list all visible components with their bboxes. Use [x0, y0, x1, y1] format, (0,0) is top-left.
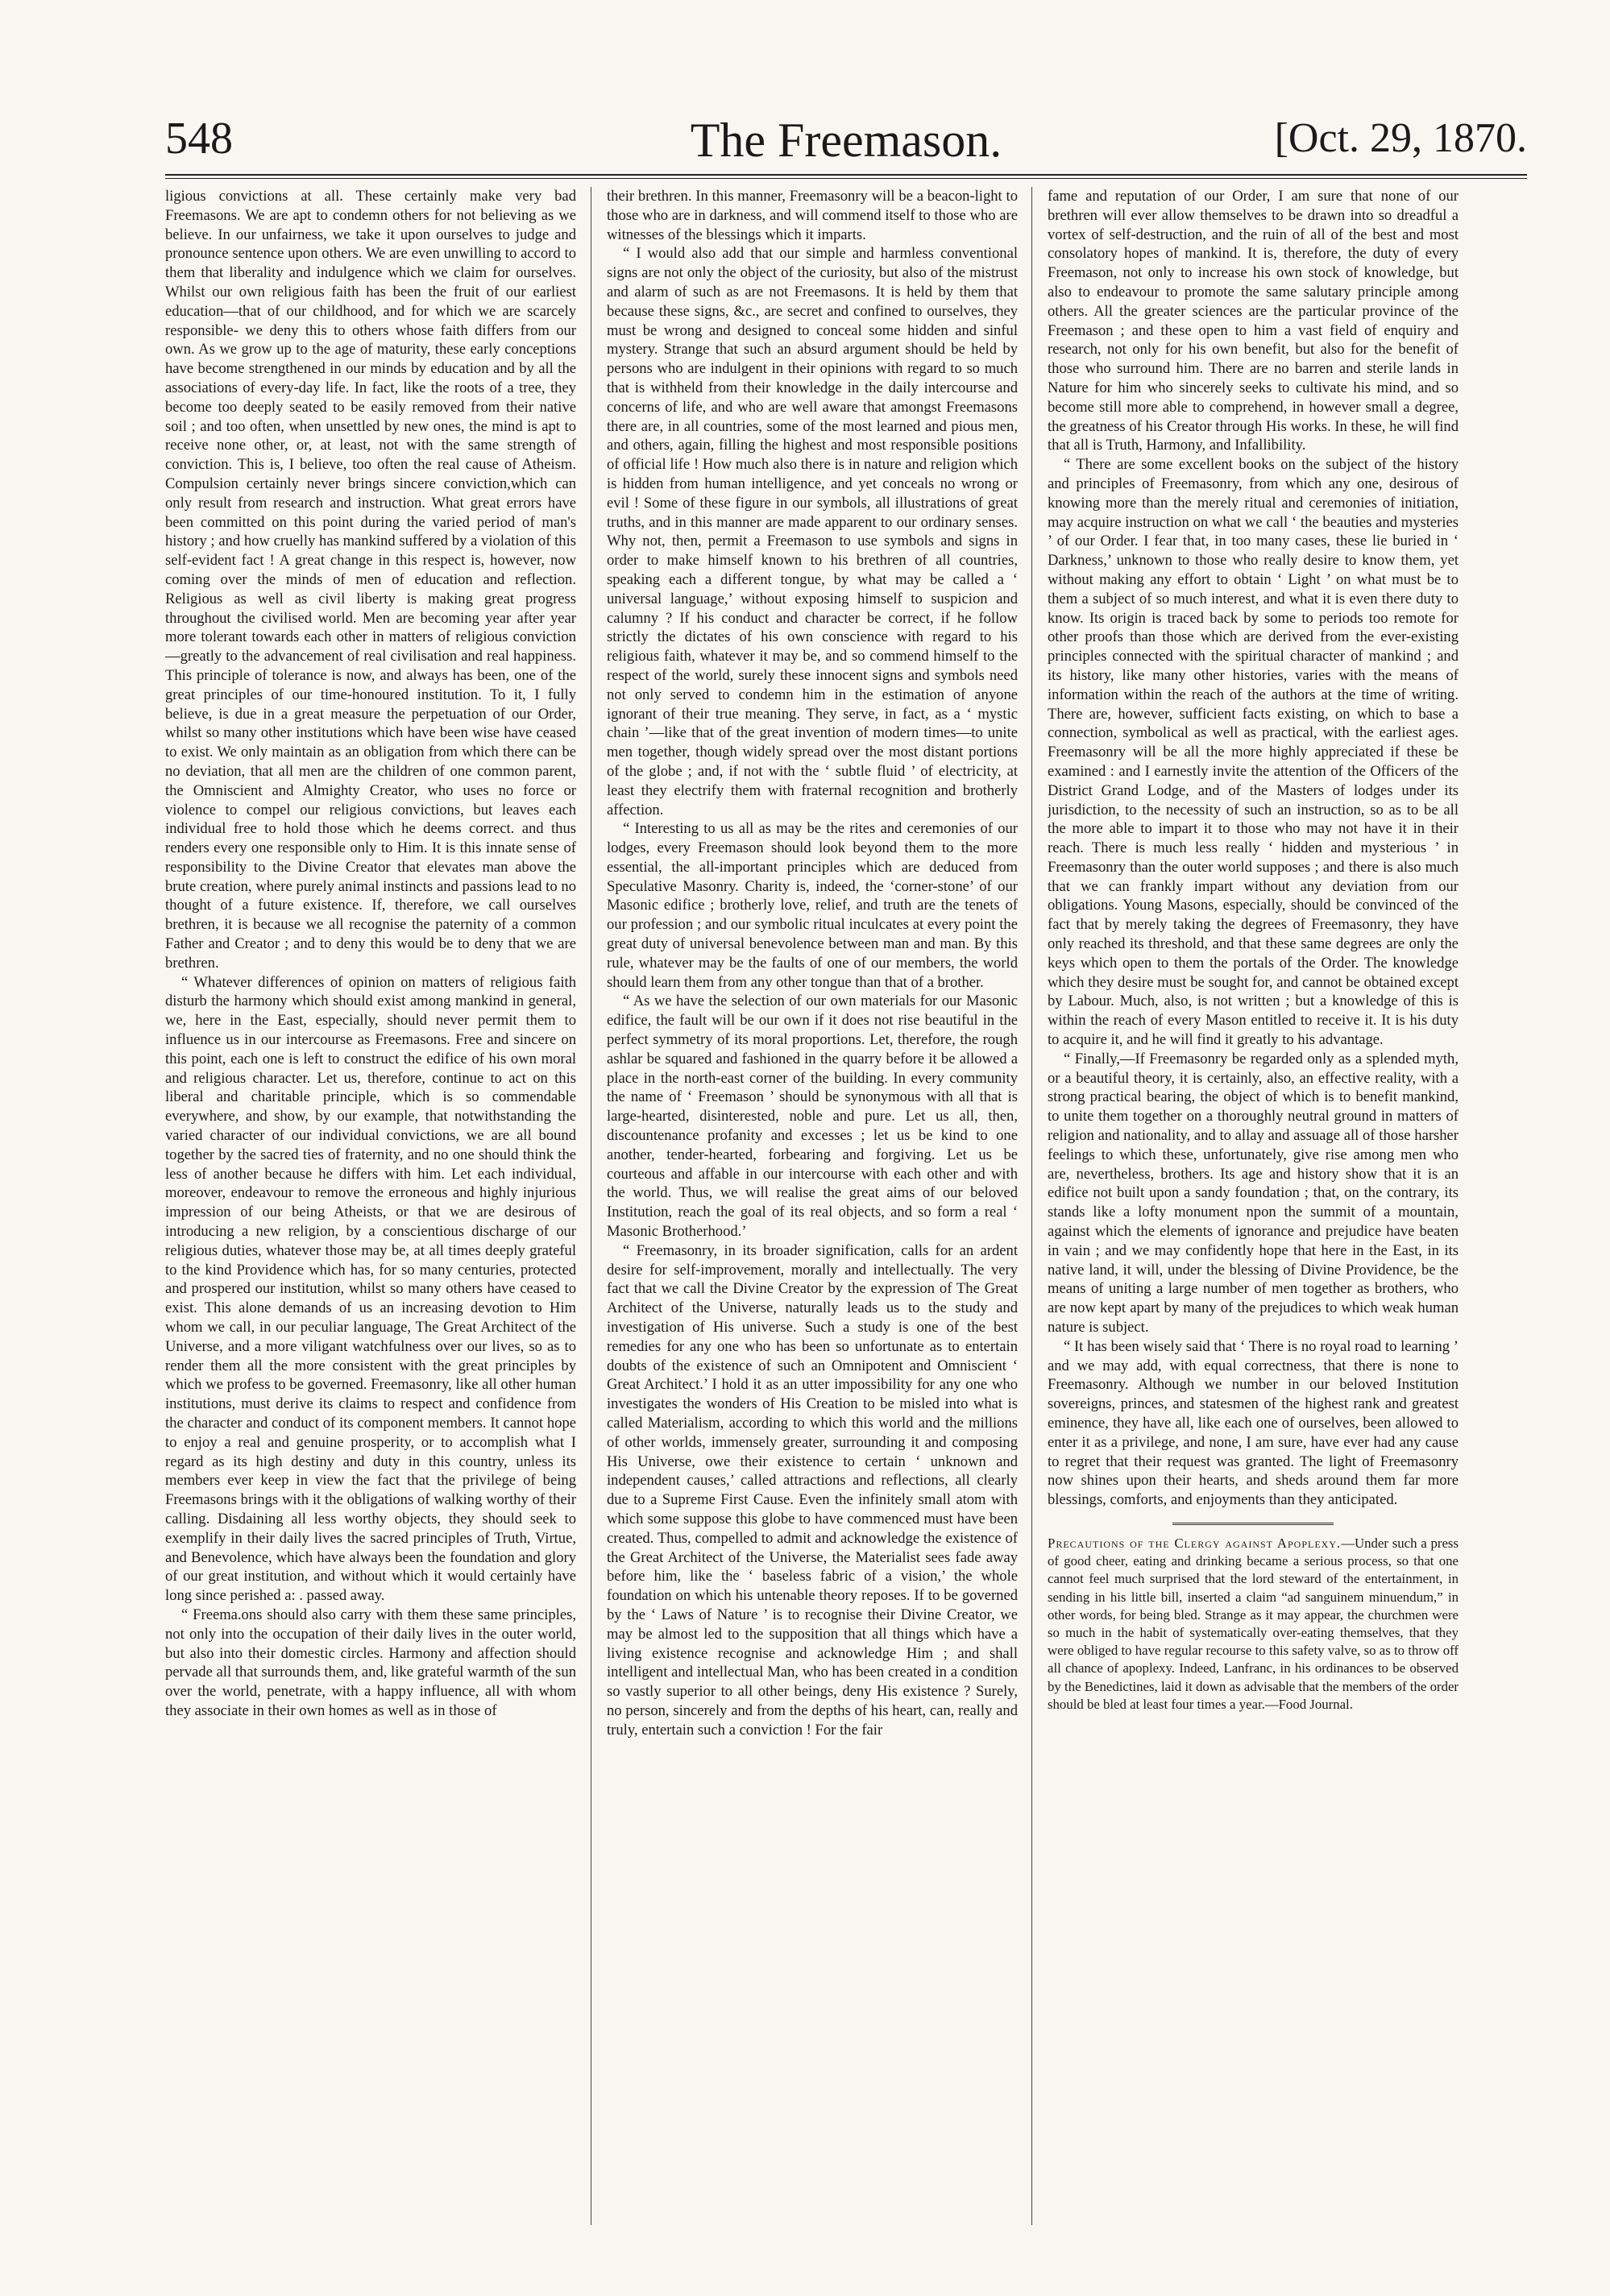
paragraph: “ There are some excellent books on the subject of the history and principles of Freemasonry, from which any one, desirous of knowing more than the merely ritual and ceremonies of initiation, may acquire instruction on what we call ‘ the beauties and mysteries ’ of our Order. I fear that, in too many cases, these lie buried in ‘ Darkness,’ unknown to those who really desire to know them, yet without making any effort to obtain ‘ Light ’ on what must be to them a subject of so much interest, and what it is even there duty to know. Its origin is traced back by some to periods too remote for other proofs than those which are derived from the ever-existing principles connected with the spiritual character of mankind ; and its history, like many other histories, varies with the means of information within the reach of the authors at the time of writing. There are, however, sufficient facts existing, on which to base a connection, symbolical as well as practical, with the earliest ages. Freemasonry will be all the more highly appreciated if these be examined : and I earnestly invite the attention of the Officers of the District Grand Lodge, and of the Masters of lodges under its jurisdiction, to the necessity of such an instruction, so as to be all the more able to impart it to those who may not have it in their reach. There is much less really ‘ hidden and mysterious ’ in Freemasonry than the outer world supposes ; and there is also much that we can frankly impart without any deviation from our obligations. Young Masons, especially, should be convinced of the fact that by merely taking the degrees of Freemasonry, they have only reached its threshold, and that these same degrees are only the keys which open to them the portals of the Order. The knowledge which they desire must be sought for, and cannot be obtained except by Labour. Much, also, is not written ; but a knowledge of this is within the reach of every Mason entitled to receive it. It is his duty to acquire it, and he will find it greatly to his advantage.	[1048, 456, 1459, 1049]
paragraph: “ As we have the selection of our own materials for our Masonic edifice, the fault will be our own if it does not rise beautiful in the perfect symmetry of its moral proportions. Let, therefore, the rough ashlar be squared and fashioned in the quarry before it be allowed a place in the north-east corner of the building. In every community the name of ‘ Freemason ’ should be synonymous with all that is large-hearted, disinterested, noble and pure. Let us all, then, discountenance profanity and excesses ; let us be kind to one another, tender-hearted, forbearing and forgiving. Let us be courteous and affable in our intercourse with each other and with the world. Thus, we will realise the great aims of our beloved Institution, reach the goal of its real objects, and so form a real ‘ Masonic Brotherhood.’	[607, 993, 1018, 1241]
notice-heading: Precautions of the Clergy against Apoplexy.	[1048, 1535, 1342, 1551]
paragraph: “ Whatever differences of opinion on matters of religious faith disturb the harmony which should exist among mankind in general, we, here in the East, especially, should never permit them to influence us in our intercourse as Freemasons. Free and sincere on this point, each one is left to construct the edifice of his own moral and religious character. Let us, therefore, continue to act on this liberal and charitable principle, which is so commendable everywhere, and show, by our example, that notwithstanding the varied character of our individual convictions, we are all bound together by the sacred ties of fraternity, and no one should think the less of another because he differs with him. Let each individual, moreover, endeavour to remove the erroneous and highly injurious impression of our being Atheists, or that we are desirous of introducing a new religion, by a conscientious discharge of our religious duties, whatever those may be, at all times deeply grateful to the kind Providence which has, for so many centuries, protected and prospered our institution, whilst so many others have ceased to exist. This alone demands of us an increasing devotion to Him whom we call, in our peculiar language, The Great Architect of the Universe, and a more viligant watchfulness over our lives, so as to render them all the more consistent with the great principles by which we profess to be governed. Freemasonry, like all other human institutions, must derive its claims to respect and confidence from the character and conduct of its component members. It cannot hope to enjoy a real and genuine prosperity, or to accomplish what I regard as its high destiny and duty in this country, unless its members ever keep in view the fact that the privilege of being Freemasons brings with it the obligations of walking worthy of their calling. Disdaining all less worthy objects, they should seek to exemplify in their daily lives the sacred principles of Truth, Virtue, and Benevolence, which have always been the foundation and glory of our great institution, and without which it would certainly have long since perished a: . passed away.	[165, 973, 576, 1605]
paragraph: “ It has been wisely said that ‘ There is no royal road to learning ’ and we may add, with equal correctness, that there is none to Freemasonry. Although we number in our beloved Institution sovereigns, princes, and statesmen of the highest rank and greatest eminence, they have all, like each one of ourselves, been allowed to enter it as a privilege, and none, I am sure, have ever had any cause to regret that their request was granted. The light of Freemasonry now shines upon their hearts, and sheds around them far more blessings, comforts, and enjoyments than they anticipated.	[1048, 1337, 1459, 1509]
paragraph: “ Finally,—If Freemasonry be regarded only as a splended myth, or a beautiful theory, it is certainly, also, an effective reality, with a strong practical bearing, the object of which is to benefit mankind, to unite them together on a thoroughly neutral ground in matters of religion and nationality, and to allay and assuage all of those harsher feelings to which these, unfortunately, give rise among men who are, nevertheless, brothers. Its age and history show that it is an edifice not built upon a sandy foundation ; that, on the contrary, its stands like a lofty monument npon the summit of a mountain, against which the elements of ignorance and prejudice have beaten in vain ; and we may confidently hope that here in the East, in its native land, it will, under the blessing of Divine Providence, be the means of uniting a large number of men together as brothers, who are now kept apart by many of the prejudices to which weak human nature is subject.	[1048, 1050, 1459, 1337]
header-rule-thin	[165, 178, 1527, 179]
paragraph: “ I would also add that our simple and harmless conventional signs are not only the object of the curiosity, but also of the mistrust and alarm of such as are not Freemasons. It is held by them that because these signs, &c., are secret and confined to ourselves, they must be wrong and designed to conceal some hidden and sinful mystery. Strange that such an absurd argument should be held by persons who are indulgent in their opinions with regard to so much that is withheld from their knowledge in the daily intercourse and concerns of life, and who are well aware that amongst Freemasons there are, in all countries, some of the most learned and pious men, and others, again, filling the highest and most responsible positions of official life ! How much also there is in nature and religion which is hidden from human intelligence, and yet conceals no wrong or evil ! Some of these figure in our symbols, all illustrations of great truths, and in this manner are made apparent to our ordinary senses. Why not, then, permit a Freemason to use symbols and signs in order to make himself known to his brethren of all countries, speaking each a different tongue, by what may be called a ‘ universal language,’ without exposing himself to suspicion and calumny ? If his conduct and character be correct, if he follow strictly the dictates of his own conscience with regard to his religious faith, whatever it may be, and so commend himself to the respect of the world, surely these innocent signs and symbols need not only served to condemn him in the estimation of anyone ignorant of their true meaning. They serve, in fact, as a ‘ mystic chain ’—like that of the great invention of modern times—to unite men together, though widely spread over the most distant portions of the globe ; and, if not with the ‘ subtle fluid ’ of electricity, at least they electrify them with fraternal recognition and brotherly affection.	[607, 245, 1018, 819]
paragraph: “ Freema.ons should also carry with them these same principles, not only into the occupation of their daily lives in the outer world, but also into their domestic circles. Harmony and affection should pervade all that surrounds them, and, like grateful warmth of the sun over the world, penetrate, with a happy influence, all with whom they associate in their own homes as well as in those of	[165, 1606, 576, 1719]
masthead	[165, 113, 1527, 173]
header-rule	[165, 174, 1527, 176]
paragraph: “ Interesting to us all as may be the rites and ceremonies of our lodges, every Freemason should look beyond them to the more essential, the all-important principles which are deduced from Speculative Masonry. Charity is, indeed, the ‘corner-stone’ of our Masonic edifice ; brotherly love, relief, and truth are the tenets of our profession ; and our symbolic ritual inculcates at every point the great duty of universal benevolence between man and man. By this rule, whatever may be the faults of one of our members, the world should learn them from any other tongue than that of a brother.	[607, 820, 1018, 991]
issue-date: [Oct. 29, 1870.	[1274, 115, 1527, 161]
notice-body: —Under such a press of good cheer, eating and drinking became a serious process, so that one cannot feel much surprised that the lord steward of the entertainment, in sending in his little bill, inserted a claim “ad sanguinem minuendum,” in other words, for being bled. Strange as it may appear, the churchmen were so much in the habit of systematically over-eating themselves, that they were obliged to have regular recourse to this safety valve, so as to throw off all chance of apoplexy. Indeed, Lanfranc, in his ordinances to be observed by the Benedictines, laid it down as advisable that the members of the order should be bled at least four times a year.—Food Journal.	[1048, 1535, 1459, 1712]
page-number: 548	[165, 114, 233, 164]
notice-paragraph	[1048, 1535, 1459, 1714]
paragraph: “ Freemasonry, in its broader signification, calls for an ardent desire for self-improvement, morally and intellectually. The very fact that we call the Divine Creator by the expression of The Great Architect of the Universe, naturally leads us to the study and investigation of His universe. Such a study is one of the best remedies for any one who has been so unfortunate as to entertain doubts of the existence of such an Omnipotent and Omniscient ‘ Great Architect.’ I hold it as an utter impossibility for any one who investigates the wonders of His Creation to be misled into what is called Materialism, according to which this world and the millions of other worlds, immensely greater, surrounding it and composing His Universe, owe their existence to certain ‘ unknown and independent causes,’ called attractions and reflections, all clearly due to a Supreme First Cause. Even the infinitely small atom with which some suppose this globe to have commenced must have been created. Thus, compelled to admit and acknowledge the existence of the Great Architect of the Universe, the Materialist sees fade away before him, like the ‘ baseless fabric of a vision,’ the whole foundation on which his untenable theory reposes. If to be governed by the ‘ Laws of Nature ’ is to recognise their Divine Creator, we may be almost led to the supposition that all things which have a living existence recognise and acknowledge Him ; and shall intelligent and intellectual Man, who has been created in a condition so vastly superior to all other beings, deny His existence ? Surely, no person, sincerely and from the depths of his heart, can, really and truly, entertain such a conviction ! For the fair	[607, 1241, 1018, 1739]
column-divider	[1031, 187, 1032, 2225]
column-1	[165, 187, 576, 2249]
paragraph: their brethren. In this manner, Freemasonry will be a beacon-light to those who are in darkness, and will commend itself to those who are witnesses of the blessings which it imparts.	[607, 188, 1018, 243]
paragraph: ligious convictions at all. These certainly make very bad Freemasons. We are apt to condemn others for not believing as we believe. In our unfairness, we take it upon ourselves to judge and pronounce sentence upon others. We are even unwilling to accord to them that liberality and indulgence which we claim for ourselves. Whilst our own religious faith has been the fruit of our earliest education—that of our childhood, and for which we are scarcely responsible- we deny this to others whose faith differs from our own. As we grow up to the age of maturity, these early conceptions have become strengthened in our minds by education and by all the associations of every-day life. In fact, like the roots of a tree, they become too deeply seated to be easily removed from their native soil ; and too often, when unsettled by new ones, the mind is apt to receive none other, or, at least, not with the same strength of conviction. This is, I believe, too often the real cause of Atheism. Compulsion certainly never brings sincere conviction,which can only result from research and instruction. What great errors have been committed on this point during the varied period of man's history ; and how cruelly has mankind suffered by a violation of this self-evident fact ! A great change in this respect is, however, now coming over the minds of men of education and reflection. Religious as well as civil liberty is making great progress throughout the civilised world. Men are becoming year after year more tolerant towards each other in matters of religious conviction—greatly to the advancement of real civilisation and real happiness. This principle of tolerance is now, and always has been, one of the great principles of our time-honoured institution. To it, I fully believe, is due in a great measure the perpetuation of our Order, whilst so many other institutions which have been wise have ceased to exist. We only maintain as an obligation from which there can be no deviation, that all men are the children of one common parent, the Omniscient and Almighty Creator, who uses no force or violence to compel our religious convictions, but leaves each individual free to hold those which he deems correct. and thus renders every one responsible only to Him. It is this innate sense of responsibility to the Divine Creator that elevates man above the brute creation, where purely animal instincts and passions lead to no thought of a future existence. If, therefore, we call ourselves brethren, it is because we all recognise the paternity of a common Father and Creator ; and to deny this would be to deny that we are brethren.	[165, 188, 576, 972]
publication-title: The Freemason.	[690, 114, 1002, 167]
section-separator	[1172, 1523, 1334, 1525]
paragraph: fame and reputation of our Order, I am sure that none of our brethren will ever allow themselves to be drawn into so dreadful a vortex of self-destruction, and the ruin of all of the best and most consolatory hopes of mankind. It is, therefore, the duty of every Freemason, not only to increase his own stock of knowledge, but also to endeavour to promote the same salutary principle among others. All the greater sciences are the particular province of the Freemason ; and these open to him a vast field of enquiry and research, not only for his own benefit, but also for the benefit of those who surround him. There are no barren and sterile lands in Nature for him who sincerely seeks to cultivate his mind, and so become still more able to comprehend, in however small a degree, the greatness of his Creator through His works. In these, he will find that all is Truth, Harmony, and Infallibility.	[1048, 188, 1459, 454]
column-3	[1048, 187, 1459, 2249]
column-2	[607, 187, 1018, 2249]
